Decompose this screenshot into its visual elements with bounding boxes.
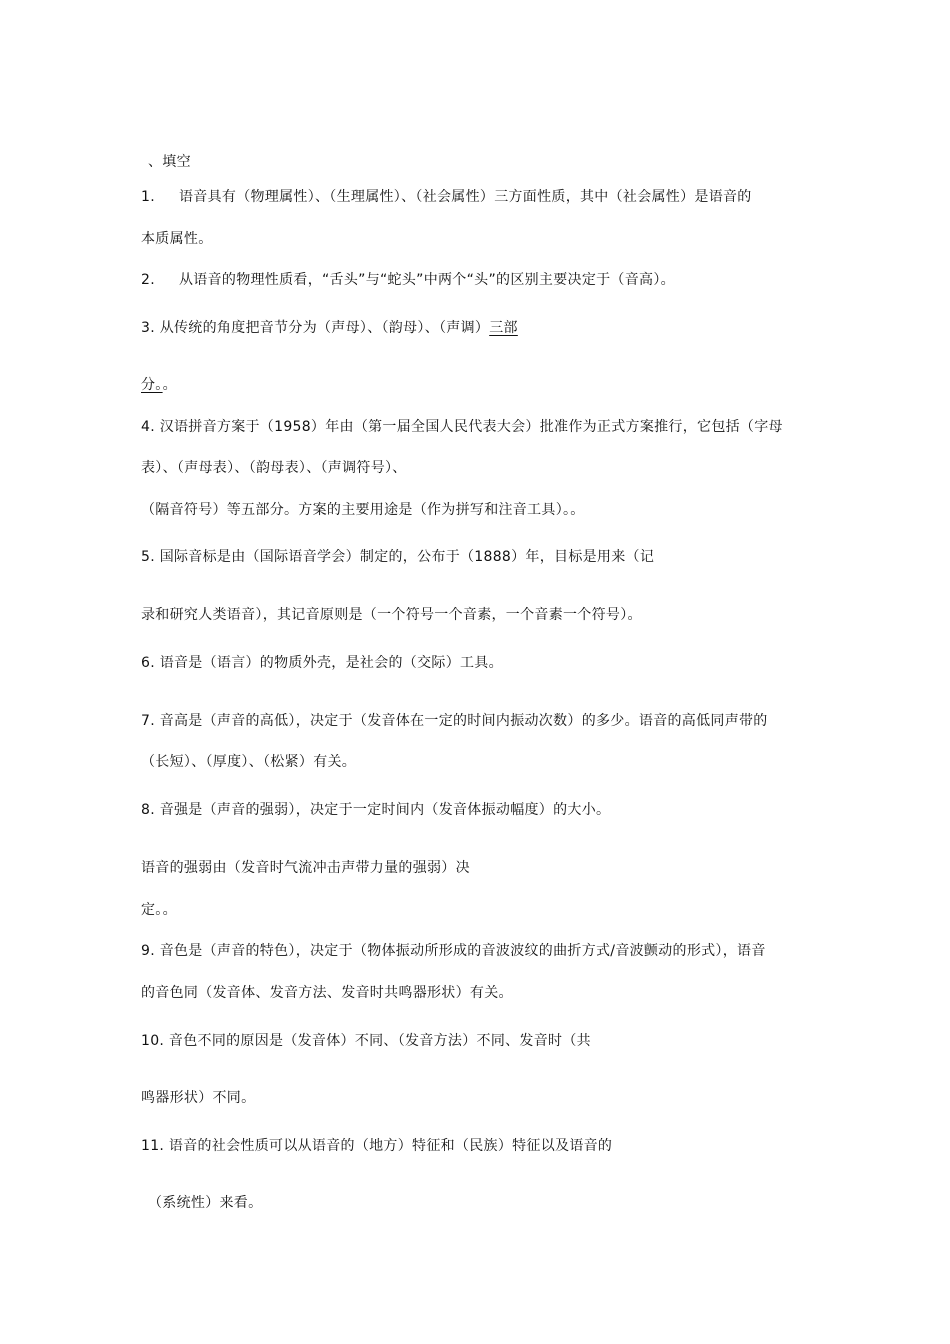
item-9-line-2: 的音色同（发音体、发音方法、发音时共鸣器形状）有关。 bbox=[141, 985, 513, 1001]
item-1-number: 1. bbox=[141, 189, 155, 205]
item-9-line-1: 9. 音色是（声音的特色），决定于（物体振动所形成的音波波纹的曲折方式/音波颤动的形式），语音 bbox=[141, 943, 766, 959]
item-2-text: 从语音的物理性质看，“舌头”与“蛇头”中两个“头”的区别主要决定于（音高）。 bbox=[179, 272, 675, 288]
item-3-line-2 bbox=[141, 375, 177, 395]
item-6-line-1: 6. 语音是（语言）的物质外壳，是社会的（交际）工具。 bbox=[141, 655, 503, 671]
item-4-line-2: 表）、（声母表）、（韵母表）、（声调符号）、 bbox=[141, 460, 407, 476]
item-5-line-1: 5. 国际音标是由（国际语音学会）制定的，公布于（1888）年，目标是用来（记 bbox=[141, 549, 655, 565]
item-8-line-2: 语音的强弱由（发音时气流冲击声带力量的强弱）决 bbox=[141, 860, 470, 876]
item-3-underlined: 三部 bbox=[489, 320, 518, 336]
item-10-line-2: 鸣器形状）不同。 bbox=[141, 1090, 256, 1106]
item-11-line-2: （系统性）来看。 bbox=[148, 1195, 263, 1211]
item-3-line-1 bbox=[141, 318, 518, 338]
item-2-number: 2. bbox=[141, 272, 155, 288]
item-7-line-2: （长短）、（厚度）、（松紧）有关。 bbox=[141, 754, 357, 770]
item-10-line-1: 10. 音色不同的原因是（发音体）不同、（发音方法）不同、发音时（共 bbox=[141, 1033, 591, 1049]
section-heading: 、填空 bbox=[148, 154, 191, 170]
item-5-line-2: 录和研究人类语音），其记音原则是（一个符号一个音素，一个音素一个符号）。 bbox=[141, 607, 642, 623]
item-8-line-3: 定。。 bbox=[141, 902, 177, 918]
item-1-line-1 bbox=[141, 187, 752, 207]
item-3-underlined-2: 分。 bbox=[141, 377, 163, 393]
item-1-text: 语音具有（物理属性）、（生理属性）、（社会属性）三方面性质，其中（社会属性）是语音的 bbox=[179, 189, 752, 205]
item-1-line-2: 本质属性。 bbox=[141, 231, 213, 247]
item-11-line-1: 11. 语音的社会性质可以从语音的（地方）特征和（民族）特征以及语音的 bbox=[141, 1138, 613, 1154]
item-8-line-1: 8. 音强是（声音的强弱），决定于一定时间内（发音体振动幅度）的大小。 bbox=[141, 802, 611, 818]
item-2-line-1 bbox=[141, 270, 675, 290]
item-4-line-1: 4. 汉语拼音方案于（1958）年由（第一届全国人民代表大会）批准作为正式方案推行，它包括（字母 bbox=[141, 419, 783, 435]
item-4-line-3: （隔音符号）等五部分。方案的主要用途是（作为拼写和注音工具）。。 bbox=[141, 502, 585, 518]
item-3-text: 3. 从传统的角度把音节分为（声母）、（韵母）、（声调） bbox=[141, 320, 490, 336]
item-7-line-1: 7. 音高是（声音的高低），决定于（发音体在一定的时间内振动次数）的多少。语音的高低同声带的 bbox=[141, 713, 768, 729]
item-3-tail: 。 bbox=[162, 377, 177, 393]
